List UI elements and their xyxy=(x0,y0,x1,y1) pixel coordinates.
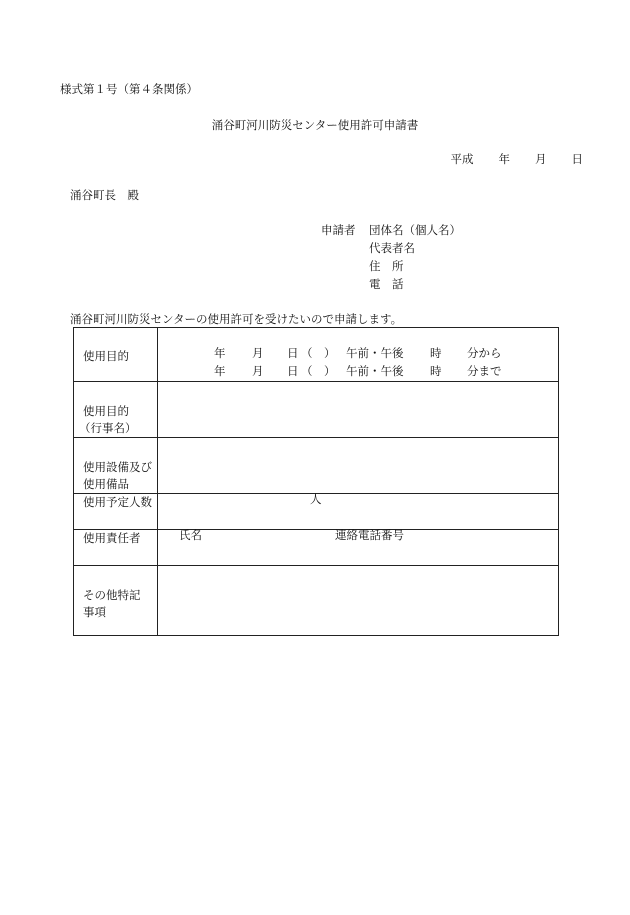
other-label-line1: その他特記 xyxy=(83,588,141,602)
other-value-cell[interactable] xyxy=(158,566,559,636)
request-statement: 涌谷町河川防災センターの使用許可を受けたいので申請します。 xyxy=(70,312,403,326)
document-title: 涌谷町河川防災センター使用許可申請書 xyxy=(211,118,419,132)
end-hour: 時 xyxy=(430,364,442,378)
applicant-label: 申請者 xyxy=(321,223,356,237)
applicant-phone: 電 話 xyxy=(369,277,404,291)
equipment-value-cell[interactable] xyxy=(158,438,559,494)
start-month: 月 xyxy=(252,346,264,360)
event-label-line2: （行事名） xyxy=(79,421,137,435)
responsible-value-cell[interactable] xyxy=(158,530,559,566)
equipment-label-cell xyxy=(74,438,158,494)
start-hour: 時 xyxy=(430,346,442,360)
other-label-line2: 事項 xyxy=(83,605,106,619)
end-ampm: 午前・午後 xyxy=(346,364,404,378)
start-day: 日 xyxy=(287,346,299,360)
date-day: 日 xyxy=(571,152,583,166)
people-label: 使用予定人数 xyxy=(83,495,152,509)
event-label-line1: 使用目的 xyxy=(83,404,129,418)
event-value-cell[interactable] xyxy=(158,382,559,438)
table-row xyxy=(74,566,559,636)
date-era: 平成 xyxy=(450,152,474,166)
responsible-label: 使用責任者 xyxy=(83,531,141,545)
end-to: 分まで xyxy=(467,364,502,378)
table-row xyxy=(74,328,559,382)
end-weekday: （ ） xyxy=(301,364,336,378)
responsible-label-cell xyxy=(74,530,158,566)
start-ampm: 午前・午後 xyxy=(346,346,404,360)
equipment-label-line2: 使用備品 xyxy=(83,477,129,491)
start-weekday: （ ） xyxy=(301,346,336,360)
people-unit: 人 xyxy=(310,492,322,506)
people-label-cell xyxy=(74,494,158,530)
start-from: 分から xyxy=(467,346,502,360)
date-year: 年 xyxy=(498,152,510,166)
equipment-label-line1: 使用設備及び xyxy=(83,460,152,474)
event-label-cell xyxy=(74,382,158,438)
responsible-phone-label: 連絡電話番号 xyxy=(335,528,404,542)
table-row xyxy=(74,494,559,530)
other-label-cell xyxy=(74,566,158,636)
table-row xyxy=(74,382,559,438)
responsible-name-label: 氏名 xyxy=(179,528,202,542)
date-label: 使用目的 xyxy=(83,349,129,363)
people-value-cell[interactable] xyxy=(158,494,559,530)
form-number: 様式第１号（第４条関係） xyxy=(60,82,198,96)
end-year: 年 xyxy=(214,364,226,378)
usage-table xyxy=(73,327,559,636)
date-label-cell xyxy=(74,328,158,382)
end-day: 日 xyxy=(287,364,299,378)
applicant-org-name: 団体名（個人名） xyxy=(369,223,461,237)
start-year: 年 xyxy=(214,346,226,360)
end-month: 月 xyxy=(252,364,264,378)
applicant-address: 住 所 xyxy=(369,259,404,273)
applicant-representative: 代表者名 xyxy=(369,241,415,255)
date-line xyxy=(451,154,584,166)
date-value-cell[interactable] xyxy=(158,328,559,382)
date-month: 月 xyxy=(535,152,547,166)
addressee: 涌谷町長 殿 xyxy=(70,188,139,202)
table-row xyxy=(74,530,559,566)
table-row xyxy=(74,438,559,494)
